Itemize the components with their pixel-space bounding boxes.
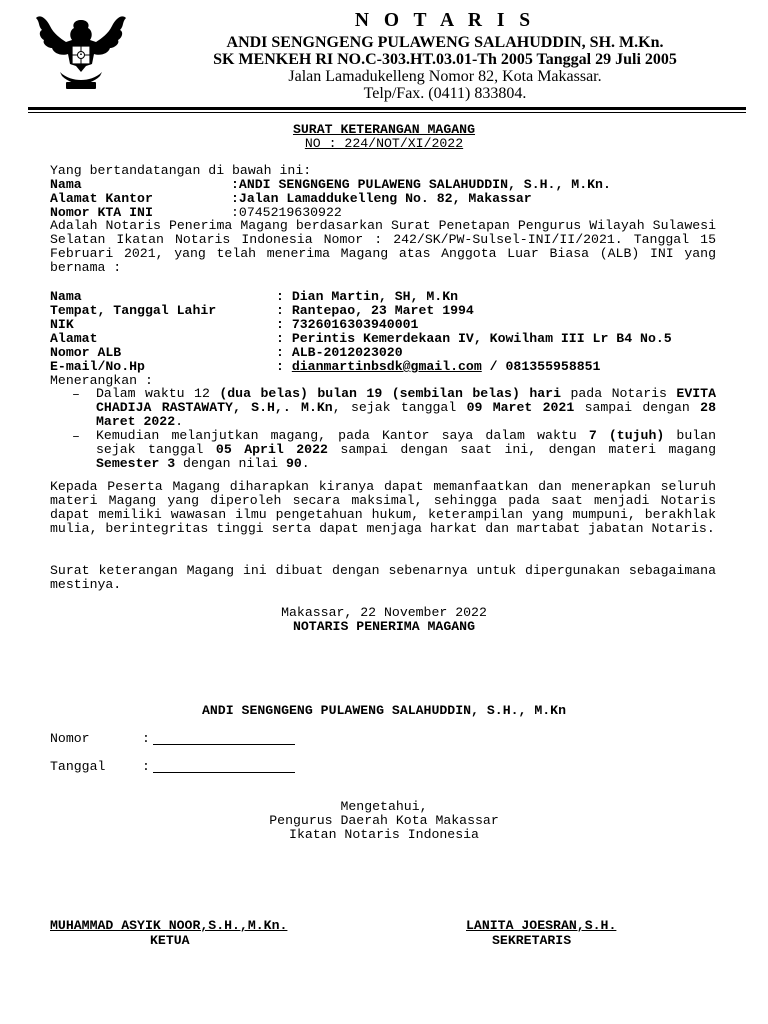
garuda-emblem-icon	[30, 8, 132, 94]
signer-label-name: Nama	[50, 177, 82, 192]
mengetahui-label: Mengetahui,	[340, 799, 428, 814]
signer-label-office: Alamat Kantor	[50, 191, 153, 206]
paragraph-appointment: Adalah Notaris Penerima Magang berdasarkan Surat Penetapan Pengurus Wilayah Sulawesi Selatan Ikatan Notaris Indonesia Nomor : 242/SK/PW-Sulsel-INI/II/2021. Tanggal 15 Februari 2021, yang telah menerima Magang atas Anggota Luar Biasa (ALB) INI yang bernama :	[50, 218, 716, 276]
bullet-internship-1: Dalam waktu 12 (dua belas) bulan 19 (sembilan belas) hari pada Notaris EVITA CHADIJA RASTAWATY, S.H,. M.Kn, sejak tanggal 09 Maret 2021 sampai dengan 28 Maret 2022.	[96, 386, 716, 430]
signer-value-kta: :0745219630922	[231, 205, 342, 220]
sekretaris-name: LANITA JOESRAN,S.H.	[466, 918, 617, 933]
bullet-dash-2: –	[72, 429, 80, 444]
nomor-blank-line	[153, 730, 295, 745]
bullet-internship-2: Kemudian melanjutkan magang, pada Kantor saya dalam waktu 7 (tujuh) bulan sejak tanggal 05 April 2022 sampai dengan saat ini, dengan materi magang Semester 3 dengan nilai 90.	[96, 428, 716, 472]
header-rule-thick	[28, 107, 746, 110]
letter-title: SURAT KETERANGAN MAGANG	[292, 122, 476, 137]
intern-value-alb: : ALB-2012023020	[276, 345, 403, 360]
intro-text: Yang bertandatangan di bawah ini:	[50, 163, 312, 178]
place-date: Makassar, 22 November 2022	[281, 605, 487, 620]
intern-value-contact: : dianmartinbsdk@gmail.com / 081355958851	[276, 359, 601, 374]
tanggal-label: Tanggal	[50, 759, 106, 774]
signer-value-office: :Jalan Lamaddukelleng No. 82, Makassar	[231, 191, 532, 206]
pengurus-label: Pengurus Daerah Kota Makassar	[269, 813, 499, 828]
ketua-name: MUHAMMAD ASYIK NOOR,S.H.,M.Kn.	[50, 918, 288, 933]
sekretaris-role: SEKRETARIS	[492, 933, 572, 948]
header-rule-thin	[28, 112, 746, 113]
intern-label-birth: Tempat, Tanggal Lahir	[50, 303, 217, 318]
signer-name: ANDI SENGNGENG PULAWENG SALAHUDDIN, S.H., M.Kn	[201, 703, 567, 718]
decree-number: SK MENKEH RI NO.C-303.HT.03.01-Th 2005 Tanggal 29 Juli 2005	[213, 51, 677, 68]
intern-value-name: : Dian Martin, SH, M.Kn	[276, 289, 459, 304]
intern-value-nik: : 7326016303940001	[276, 317, 419, 332]
intern-label-contact: E-mail/No.Hp	[50, 359, 145, 374]
notary-name: ANDI SENGNGENG PULAWENG SALAHUDDIN, SH. M.Kn.	[226, 34, 664, 51]
signer-label-kta: Nomor KTA INI	[50, 205, 153, 220]
intern-label-address: Alamat	[50, 331, 98, 346]
tanggal-blank-line	[153, 758, 295, 773]
paragraph-statement: Surat keterangan Magang ini dibuat dengan sebenarnya untuk dipergunakan sebagaimana mestinya.	[50, 563, 716, 593]
intern-label-name: Nama	[50, 289, 82, 304]
menerangkan-label: Menerangkan :	[50, 373, 153, 388]
intern-label-alb: Nomor ALB	[50, 345, 122, 360]
office-address: Jalan Lamadukelleng Nomor 82, Kota Makassar.	[288, 68, 602, 85]
intern-value-address: : Perintis Kemerdekaan IV, Kowilham III Lr B4 No.5	[276, 331, 672, 346]
paragraph-expectation: Kepada Peserta Magang diharapkan kiranya dapat memanfaatkan dan menerapkan seluruh materi Magang yang diperoleh secara maksimal, sehingga pada saat menjadi Notaris dapat memiliki wawasan ilmu pengetahuan hukum, keterampilan yang mumpuni, berakhlak mulia, berintegritas tinggi serta dapat menjaga harkat dan martabat jabatan Notaris.	[50, 479, 716, 537]
intern-label-nik: NIK	[50, 317, 74, 332]
signer-role: NOTARIS PENERIMA MAGANG	[292, 619, 476, 634]
office-phone: Telp/Fax. (0411) 833804.	[363, 85, 527, 102]
signer-value-name: :ANDI SENGNGENG PULAWENG SALAHUDDIN, S.H., M.Kn.	[231, 177, 611, 192]
ketua-role: KETUA	[150, 933, 190, 948]
nomor-label: Nomor	[50, 731, 90, 746]
intern-value-birth: : Rantepao, 23 Maret 1994	[276, 303, 474, 318]
office-title: N O T A R I S	[354, 10, 536, 31]
email-link[interactable]: dianmartinbsdk@gmail.com	[291, 359, 482, 374]
tanggal-colon: :	[142, 759, 150, 774]
bullet-dash-1: –	[72, 387, 80, 402]
nomor-colon: :	[142, 731, 150, 746]
ikatan-label: Ikatan Notaris Indonesia	[289, 827, 479, 842]
letter-number: NO : 224/NOT/XI/2022	[304, 136, 464, 151]
